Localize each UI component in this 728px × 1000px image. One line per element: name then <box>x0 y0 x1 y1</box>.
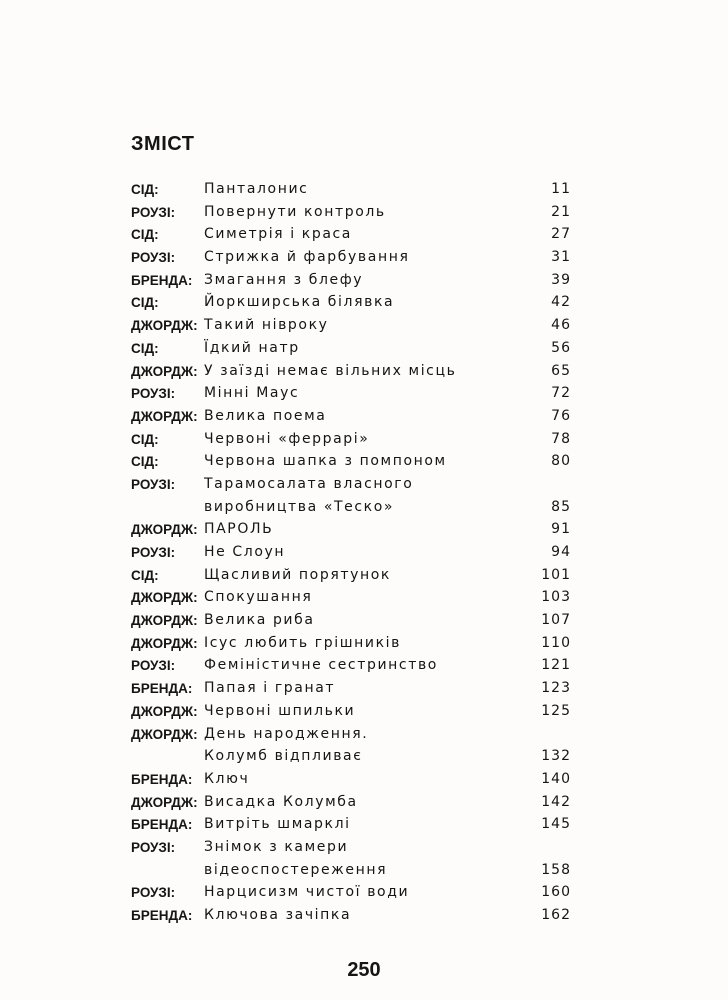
toc-page-number: 142 <box>541 793 571 810</box>
toc-chapter-title: У заїзді немає вільних місць <box>204 362 457 379</box>
toc-entry <box>131 180 571 203</box>
toc-line <box>131 293 571 316</box>
toc-entry <box>131 906 571 929</box>
toc-entry <box>131 293 571 316</box>
toc-entry <box>131 339 571 362</box>
toc-author: РОУЗІ: <box>131 250 176 266</box>
toc-page-number: 80 <box>551 453 571 470</box>
toc-page-number: 162 <box>541 907 571 923</box>
toc-author: РОУЗІ: <box>131 885 176 901</box>
toc-author: СІД: <box>131 340 159 356</box>
toc-page-number: 132 <box>541 748 571 765</box>
toc-chapter-title: Їдкий натр <box>204 339 300 356</box>
toc-chapter-title: День народження. <box>204 725 369 742</box>
toc-line <box>131 180 571 203</box>
toc-author: БРЕНДА: <box>131 771 193 787</box>
toc-entry <box>131 770 571 793</box>
toc-chapter-title: Йоркширська білявка <box>204 294 395 311</box>
toc-line <box>131 475 571 498</box>
toc-chapter-title: Повернути контроль <box>204 203 386 220</box>
toc-line <box>131 747 571 770</box>
toc-entry <box>131 725 571 770</box>
toc-page-number: 145 <box>541 816 571 833</box>
toc-author: ДЖОРДЖ: <box>131 613 198 629</box>
toc-page-number: 123 <box>541 680 571 697</box>
toc-entry <box>131 883 571 906</box>
toc-author: ДЖОРДЖ: <box>131 794 198 810</box>
toc-chapter-title: Велика риба <box>204 612 315 629</box>
toc-page-number: 11 <box>551 181 571 197</box>
toc-chapter-title: Велика поема <box>204 407 327 424</box>
toc-author: ДЖОРДЖ: <box>131 318 198 334</box>
toc-chapter-title: Не Слоун <box>204 544 286 560</box>
toc-page-number: 110 <box>541 634 571 651</box>
toc-page-number: 31 <box>551 249 571 266</box>
toc-author: РОУЗІ: <box>131 476 176 492</box>
toc-chapter-title: Знімок з камери <box>204 838 349 855</box>
toc-chapter-title: Змагання з блефу <box>204 271 364 288</box>
table-of-contents <box>131 180 571 929</box>
toc-page-number: 21 <box>551 203 571 220</box>
toc-chapter-title: Панталонис <box>204 181 309 197</box>
toc-line <box>131 793 571 816</box>
toc-author: ДЖОРДЖ: <box>131 635 198 651</box>
toc-line <box>131 407 571 430</box>
toc-entry <box>131 407 571 430</box>
toc-entry <box>131 702 571 725</box>
toc-entry <box>131 203 571 226</box>
toc-page-number: 42 <box>551 294 571 311</box>
toc-entry <box>131 430 571 453</box>
toc-page-number: 78 <box>551 430 571 447</box>
toc-entry <box>131 838 571 883</box>
toc-line <box>131 225 571 248</box>
toc-page-number: 107 <box>541 612 571 629</box>
toc-author: ДЖОРДЖ: <box>131 703 198 719</box>
toc-entry <box>131 452 571 475</box>
toc-author: РОУЗІ: <box>131 839 176 855</box>
page-number: 250 <box>347 959 381 981</box>
toc-entry <box>131 634 571 657</box>
toc-line <box>131 498 571 521</box>
toc-line <box>131 883 571 906</box>
toc-author: ДЖОРДЖ: <box>131 522 198 538</box>
toc-chapter-title: Ісус любить грішників <box>204 634 401 651</box>
toc-page-number: 140 <box>541 770 571 787</box>
toc-line <box>131 725 571 748</box>
toc-chapter-title: Витріть шмарклі <box>204 816 351 833</box>
toc-chapter-title: Щасливий порятунок <box>204 566 391 583</box>
toc-chapter-title: ПАРОЛЬ <box>204 521 274 538</box>
toc-chapter-title: Колумб відпливає <box>204 748 363 765</box>
toc-author: БРЕНДА: <box>131 908 193 923</box>
toc-line <box>131 611 571 634</box>
toc-entry <box>131 248 571 271</box>
toc-line <box>131 430 571 453</box>
page-title: ЗМІСТ <box>131 133 195 155</box>
toc-entry <box>131 475 571 520</box>
toc-entry <box>131 384 571 407</box>
toc-author: СІД: <box>131 295 159 311</box>
toc-line <box>131 861 571 884</box>
toc-entry <box>131 793 571 816</box>
toc-entry <box>131 566 571 589</box>
toc-chapter-title: Червона шапка з помпоном <box>204 453 447 470</box>
toc-chapter-title: Феміністичне сестринство <box>204 657 438 674</box>
toc-chapter-title: Симетрія і краса <box>204 226 352 243</box>
toc-author: СІД: <box>131 182 159 197</box>
toc-author: СІД: <box>131 454 159 470</box>
toc-page-number: 160 <box>541 884 571 901</box>
toc-chapter-title: Висадка Колумба <box>204 793 358 810</box>
toc-page-number: 103 <box>541 589 571 606</box>
toc-line <box>131 339 571 362</box>
toc-entry <box>131 271 571 294</box>
toc-line <box>131 566 571 589</box>
toc-entry <box>131 316 571 339</box>
toc-page-number: 72 <box>551 385 571 402</box>
toc-line <box>131 702 571 725</box>
toc-chapter-title: Тарамосалата власного <box>204 475 414 492</box>
toc-entry <box>131 225 571 248</box>
toc-author: РОУЗІ: <box>131 204 176 220</box>
toc-chapter-title: Такий нівроку <box>204 317 329 334</box>
toc-author: РОУЗІ: <box>131 658 176 674</box>
toc-line <box>131 384 571 407</box>
toc-line <box>131 634 571 657</box>
toc-author: РОУЗІ: <box>131 386 176 402</box>
toc-chapter-title: відеоспостереження <box>204 861 388 878</box>
toc-author: СІД: <box>131 431 159 447</box>
toc-chapter-title: Мінні Маус <box>204 385 300 402</box>
toc-page-number: 56 <box>551 339 571 356</box>
toc-chapter-title: Спокушання <box>204 589 313 606</box>
toc-author: СІД: <box>131 567 159 583</box>
toc-line <box>131 770 571 793</box>
toc-page-number: 46 <box>551 317 571 334</box>
toc-chapter-title: Червоні «феррарі» <box>204 430 370 447</box>
toc-page-number: 91 <box>551 521 571 538</box>
toc-line <box>131 815 571 838</box>
toc-chapter-title: Ключ <box>204 770 250 787</box>
toc-author: РОУЗІ: <box>131 545 176 560</box>
toc-page-number: 27 <box>551 226 571 243</box>
toc-entry <box>131 543 571 566</box>
toc-page-number: 125 <box>541 702 571 719</box>
toc-line <box>131 838 571 861</box>
toc-chapter-title: Папая і гранат <box>204 680 336 697</box>
toc-author: ДЖОРДЖ: <box>131 590 198 606</box>
toc-page-number: 94 <box>551 544 571 560</box>
toc-entry <box>131 611 571 634</box>
toc-line <box>131 248 571 271</box>
toc-page-number: 101 <box>541 566 571 583</box>
toc-entry <box>131 520 571 543</box>
toc-author: ДЖОРДЖ: <box>131 408 198 424</box>
toc-author: ДЖОРДЖ: <box>131 726 198 742</box>
toc-chapter-title: Червоні шпильки <box>204 702 356 719</box>
toc-line <box>131 271 571 294</box>
toc-entry <box>131 815 571 838</box>
toc-chapter-title: Ключова зачіпка <box>204 907 352 923</box>
toc-chapter-title: Нарцисизм чистої води <box>204 884 410 901</box>
toc-line <box>131 520 571 543</box>
toc-page-number: 121 <box>541 657 571 674</box>
toc-entry <box>131 679 571 702</box>
toc-page-number: 65 <box>551 362 571 379</box>
toc-entry <box>131 656 571 679</box>
toc-line <box>131 203 571 226</box>
toc-chapter-title: Стрижка й фарбування <box>204 249 410 266</box>
toc-line <box>131 543 571 566</box>
toc-author: СІД: <box>131 227 159 243</box>
toc-author: ДЖОРДЖ: <box>131 363 198 379</box>
toc-line <box>131 316 571 339</box>
toc-entry <box>131 362 571 385</box>
toc-line <box>131 362 571 385</box>
toc-page-number: 85 <box>551 498 571 515</box>
toc-author: БРЕНДА: <box>131 681 193 697</box>
toc-page-number: 158 <box>541 861 571 878</box>
toc-author: БРЕНДА: <box>131 272 193 288</box>
toc-page-number: 76 <box>551 407 571 424</box>
toc-line <box>131 452 571 475</box>
toc-line <box>131 679 571 702</box>
toc-line <box>131 588 571 611</box>
toc-page-number: 39 <box>551 271 571 288</box>
toc-entry <box>131 588 571 611</box>
toc-line <box>131 906 571 929</box>
toc-author: БРЕНДА: <box>131 817 193 833</box>
toc-chapter-title: виробництва «Теско» <box>204 498 395 515</box>
toc-line <box>131 656 571 679</box>
